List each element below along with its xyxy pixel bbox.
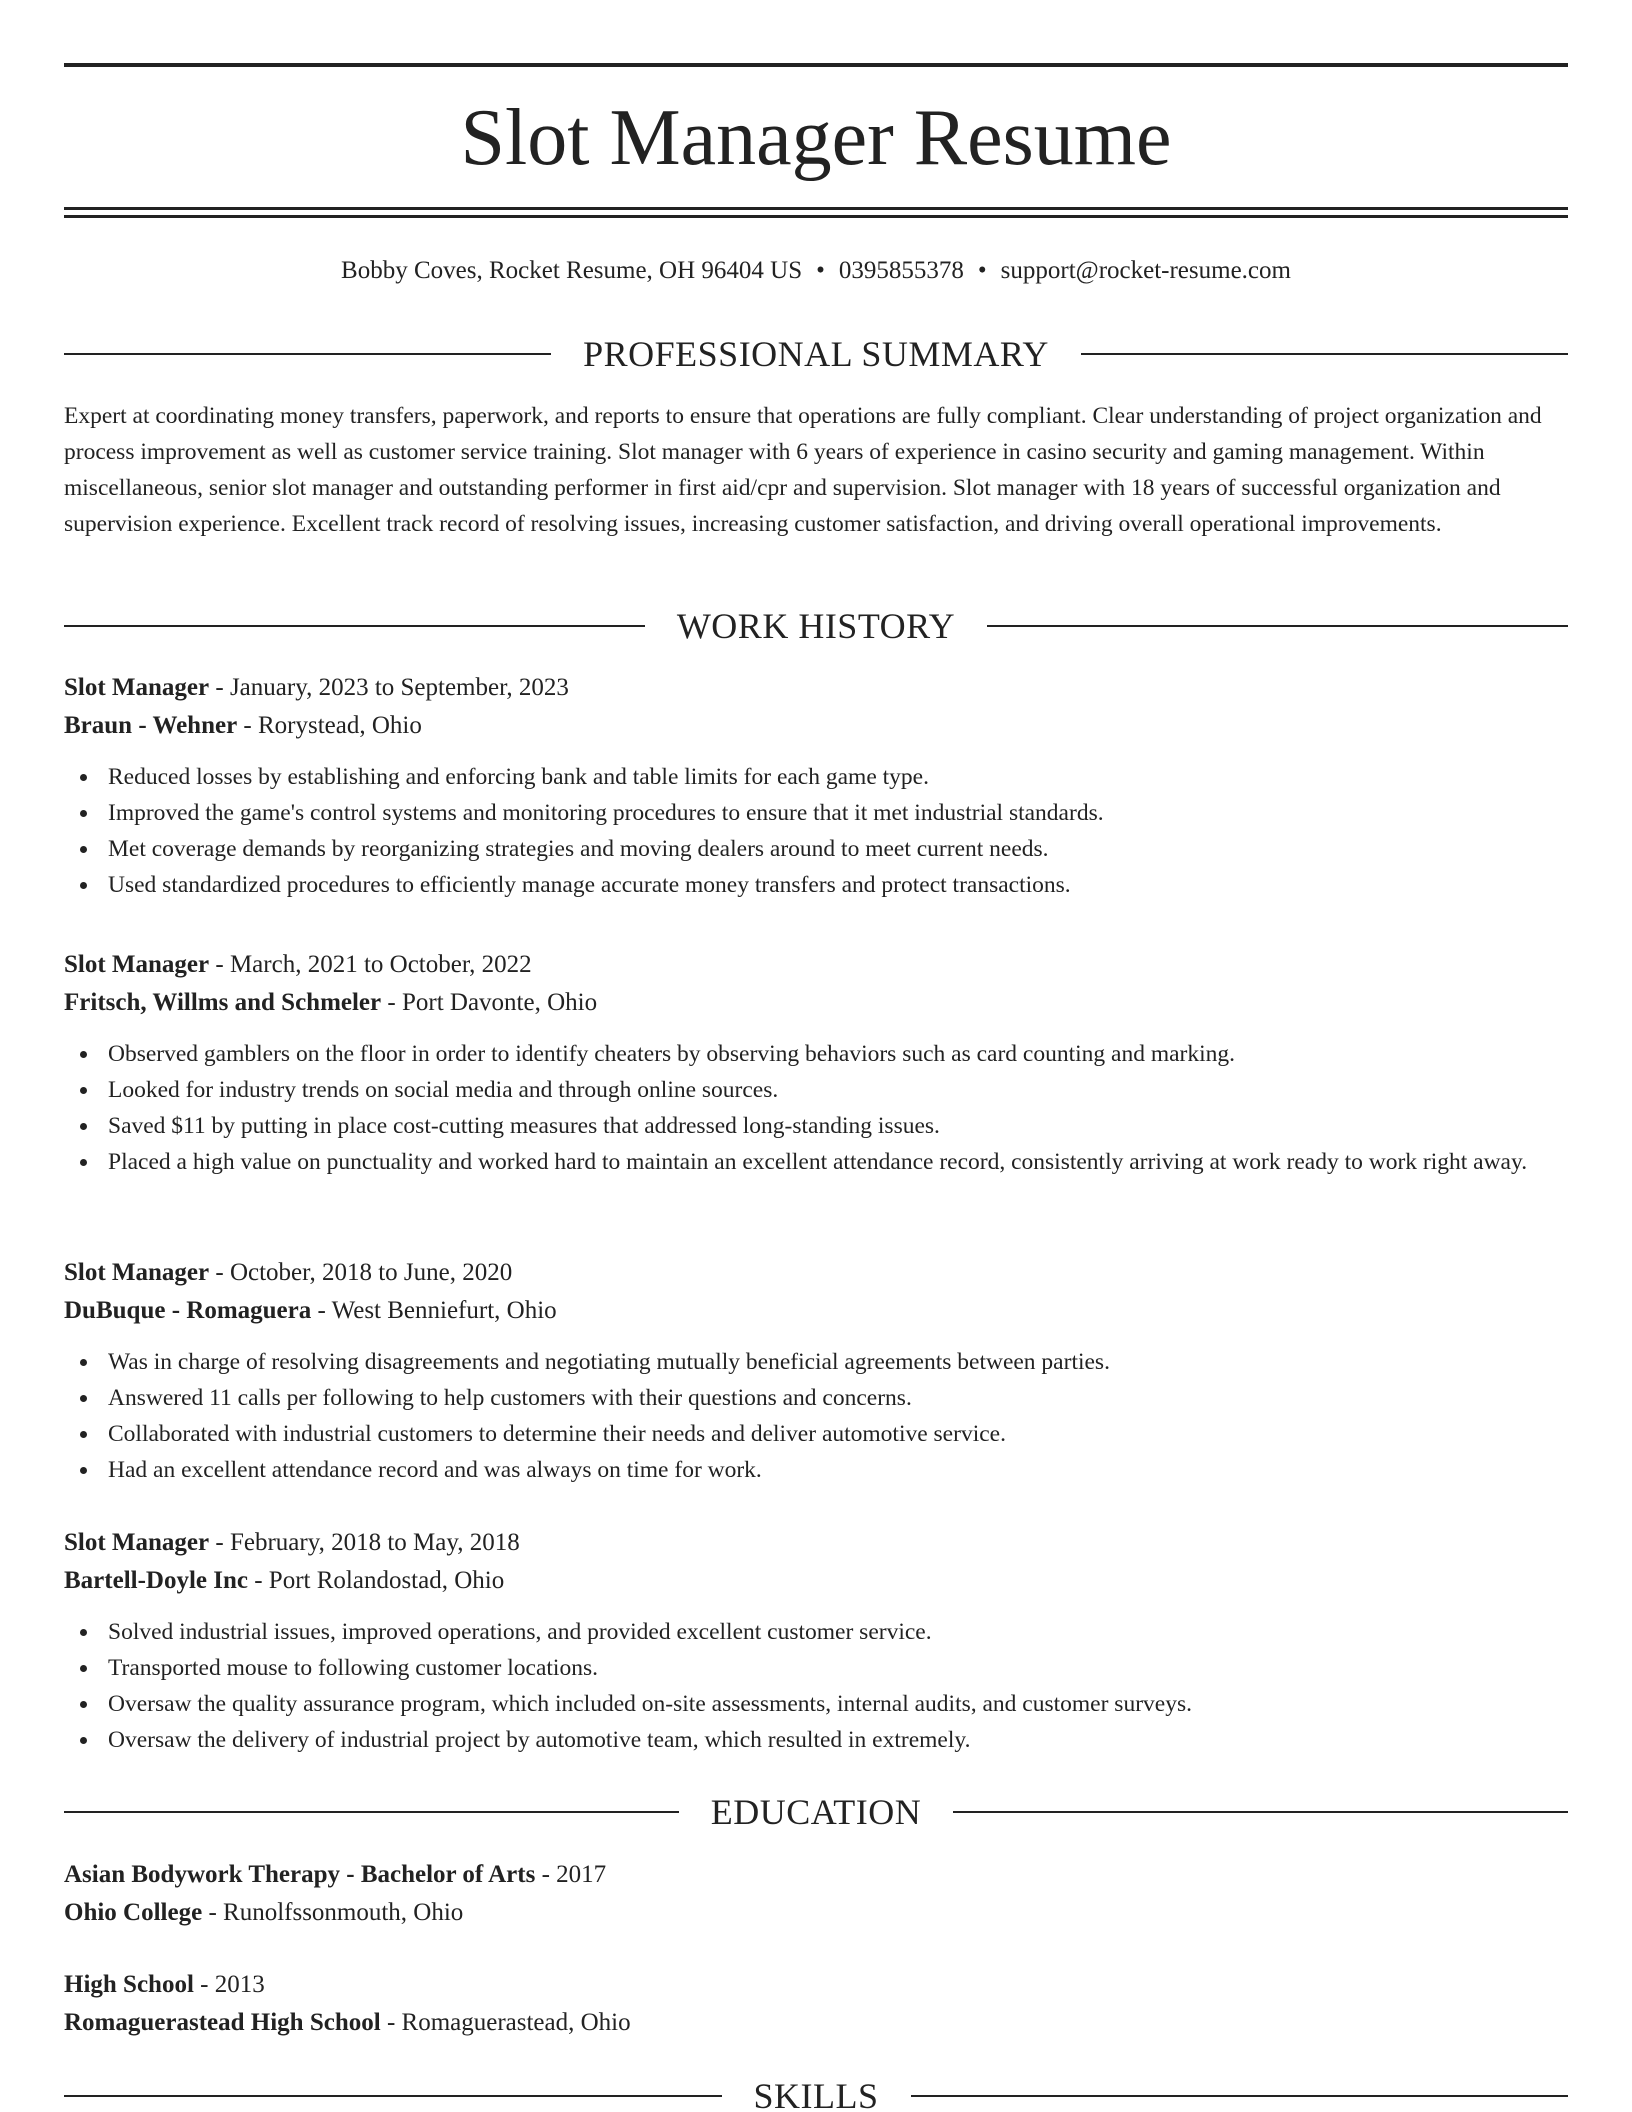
contact-address: Bobby Coves, Rocket Resume, OH 96404 US — [341, 257, 803, 284]
education-degree-line — [64, 1856, 1568, 1894]
job-company: Bartell-Doyle Inc — [64, 1567, 248, 1594]
job-bullet: Looked for industry trends on social media and through online sources. — [64, 1072, 1568, 1108]
job-dates: - February, 2018 to May, 2018 — [209, 1529, 520, 1556]
education-year: - 2013 — [193, 1971, 265, 1998]
summary-paragraph: Expert at coordinating money transfers, paperwork, and reports to ensure that operations are fully compliant. Clear understanding of project organization and process improvement as well as customer service training. Slot manager with 6 years of experience in casino security and gaming management. Within miscellaneous, senior slot manager and outstanding performer in first aid/cpr and supervision. Slot manager with 18 years of successful organization and supervision experience. Excellent track record of resolving issues, increasing customer satisfaction, and driving overall operational improvements. — [64, 403, 1542, 537]
education-school-line — [64, 2004, 1568, 2042]
job-title-line — [64, 1254, 1568, 1292]
job-company: Braun - Wehner — [64, 712, 238, 739]
heading-rule-right — [987, 625, 1568, 627]
job-title: Slot Manager — [64, 951, 210, 978]
job-bullet: Had an excellent attendance record and was always on time for work. — [64, 1452, 1568, 1488]
contact-line — [64, 254, 1568, 288]
education-school-line — [64, 1894, 1568, 1932]
job-bullet: Solved industrial issues, improved operations, and provided excellent customer service. — [64, 1614, 1568, 1650]
job-bullets — [64, 1614, 1568, 1758]
job-entry — [64, 1254, 1568, 1488]
job-entry — [64, 669, 1568, 903]
job-title: Slot Manager — [64, 1259, 210, 1286]
job-dates: - October, 2018 to June, 2020 — [209, 1259, 513, 1286]
section-title: PROFESSIONAL SUMMARY — [583, 334, 1049, 374]
heading-rule-right — [911, 2095, 1569, 2097]
education-entry — [64, 1856, 1568, 1932]
header-top-rule — [64, 63, 1568, 67]
job-company-line — [64, 1292, 1568, 1330]
job-bullets — [64, 1344, 1568, 1488]
contact-separator: • — [816, 257, 825, 284]
header-bottom-rule — [64, 207, 1568, 210]
section-heading-work-history — [64, 604, 1568, 648]
heading-rule-right — [1081, 353, 1568, 355]
section-heading-education — [64, 1790, 1568, 1834]
section-heading-skills — [64, 2074, 1568, 2112]
job-bullets — [64, 759, 1568, 903]
job-bullet: Used standardized procedures to efficiently manage accurate money transfers and protect transactions. — [64, 867, 1568, 903]
job-location: - Port Rolandostad, Ohio — [247, 1567, 505, 1594]
job-company: DuBuque - Romaguera — [64, 1297, 312, 1324]
job-location: - Rorystead, Ohio — [237, 712, 422, 739]
job-bullet: Transported mouse to following customer locations. — [64, 1650, 1568, 1686]
job-bullet: Oversaw the quality assurance program, which included on-site assessments, internal audits, and customer surveys. — [64, 1686, 1568, 1722]
heading-rule-left — [64, 353, 551, 355]
job-bullet: Saved $11 by putting in place cost-cutting measures that addressed long-standing issues. — [64, 1108, 1568, 1144]
section-title: EDUCATION — [710, 1792, 922, 1832]
job-bullet: Improved the game's control systems and monitoring procedures to ensure that it met industrial standards. — [64, 795, 1568, 831]
heading-rule-left — [64, 2095, 722, 2097]
section-title: SKILLS — [753, 2076, 879, 2112]
job-title-line — [64, 669, 1568, 707]
job-location: - Port Davonte, Ohio — [381, 989, 598, 1016]
education-location: - Romaguerastead, Ohio — [380, 2009, 631, 2036]
education-year: - 2017 — [535, 1861, 607, 1888]
job-company-line — [64, 707, 1568, 745]
education-degree: Asian Bodywork Therapy - Bachelor of Arts — [64, 1861, 536, 1888]
job-entry — [64, 946, 1568, 1180]
job-bullet: Placed a high value on punctuality and worked hard to maintain an excellent attendance record, consistently arriving at work ready to work right away. — [64, 1144, 1568, 1180]
job-dates: - March, 2021 to October, 2022 — [209, 951, 532, 978]
education-entry — [64, 1966, 1568, 2042]
education-location: - Runolfssonmouth, Ohio — [202, 1899, 464, 1926]
job-bullet: Met coverage demands by reorganizing strategies and moving dealers around to meet current needs. — [64, 831, 1568, 867]
job-company-line — [64, 984, 1568, 1022]
job-bullet: Observed gamblers on the floor in order to identify cheaters by observing behaviors such as card counting and marking. — [64, 1036, 1568, 1072]
job-title-line — [64, 946, 1568, 984]
contact-separator: • — [977, 257, 987, 284]
job-bullet: Collaborated with industrial customers to determine their needs and deliver automotive service. — [64, 1416, 1568, 1452]
job-entry — [64, 1524, 1568, 1758]
job-company: Fritsch, Willms and Schmeler — [64, 989, 382, 1016]
resume-title: Slot Manager Resume — [460, 94, 1172, 182]
education-school: Ohio College — [64, 1899, 203, 1926]
header-bottom-rule-2 — [64, 215, 1568, 218]
job-title: Slot Manager — [64, 674, 210, 701]
job-title-line — [64, 1524, 1568, 1562]
job-location: - West Benniefurt, Ohio — [311, 1297, 557, 1324]
education-school: Romaguerastead High School — [64, 2009, 381, 2036]
contact-phone: 0395855378 — [838, 257, 964, 284]
heading-rule-right — [953, 1811, 1568, 1813]
job-bullet: Was in charge of resolving disagreements and negotiating mutually beneficial agreements between parties. — [64, 1344, 1568, 1380]
job-bullet: Reduced losses by establishing and enforcing bank and table limits for each game type. — [64, 759, 1568, 795]
job-bullet: Oversaw the delivery of industrial project by automotive team, which resulted in extremely. — [64, 1722, 1568, 1758]
job-dates: - January, 2023 to September, 2023 — [209, 674, 569, 701]
heading-rule-left — [64, 625, 645, 627]
contact-email: support@rocket-resume.com — [1000, 257, 1291, 284]
job-company-line — [64, 1562, 1568, 1600]
job-bullets — [64, 1036, 1568, 1180]
education-degree-line — [64, 1966, 1568, 2004]
job-title: Slot Manager — [64, 1529, 210, 1556]
education-degree: High School — [64, 1971, 194, 1998]
job-bullet: Answered 11 calls per following to help customers with their questions and concerns. — [64, 1380, 1568, 1416]
section-title: WORK HISTORY — [676, 606, 956, 646]
section-heading-summary — [64, 332, 1568, 376]
heading-rule-left — [64, 1811, 679, 1813]
